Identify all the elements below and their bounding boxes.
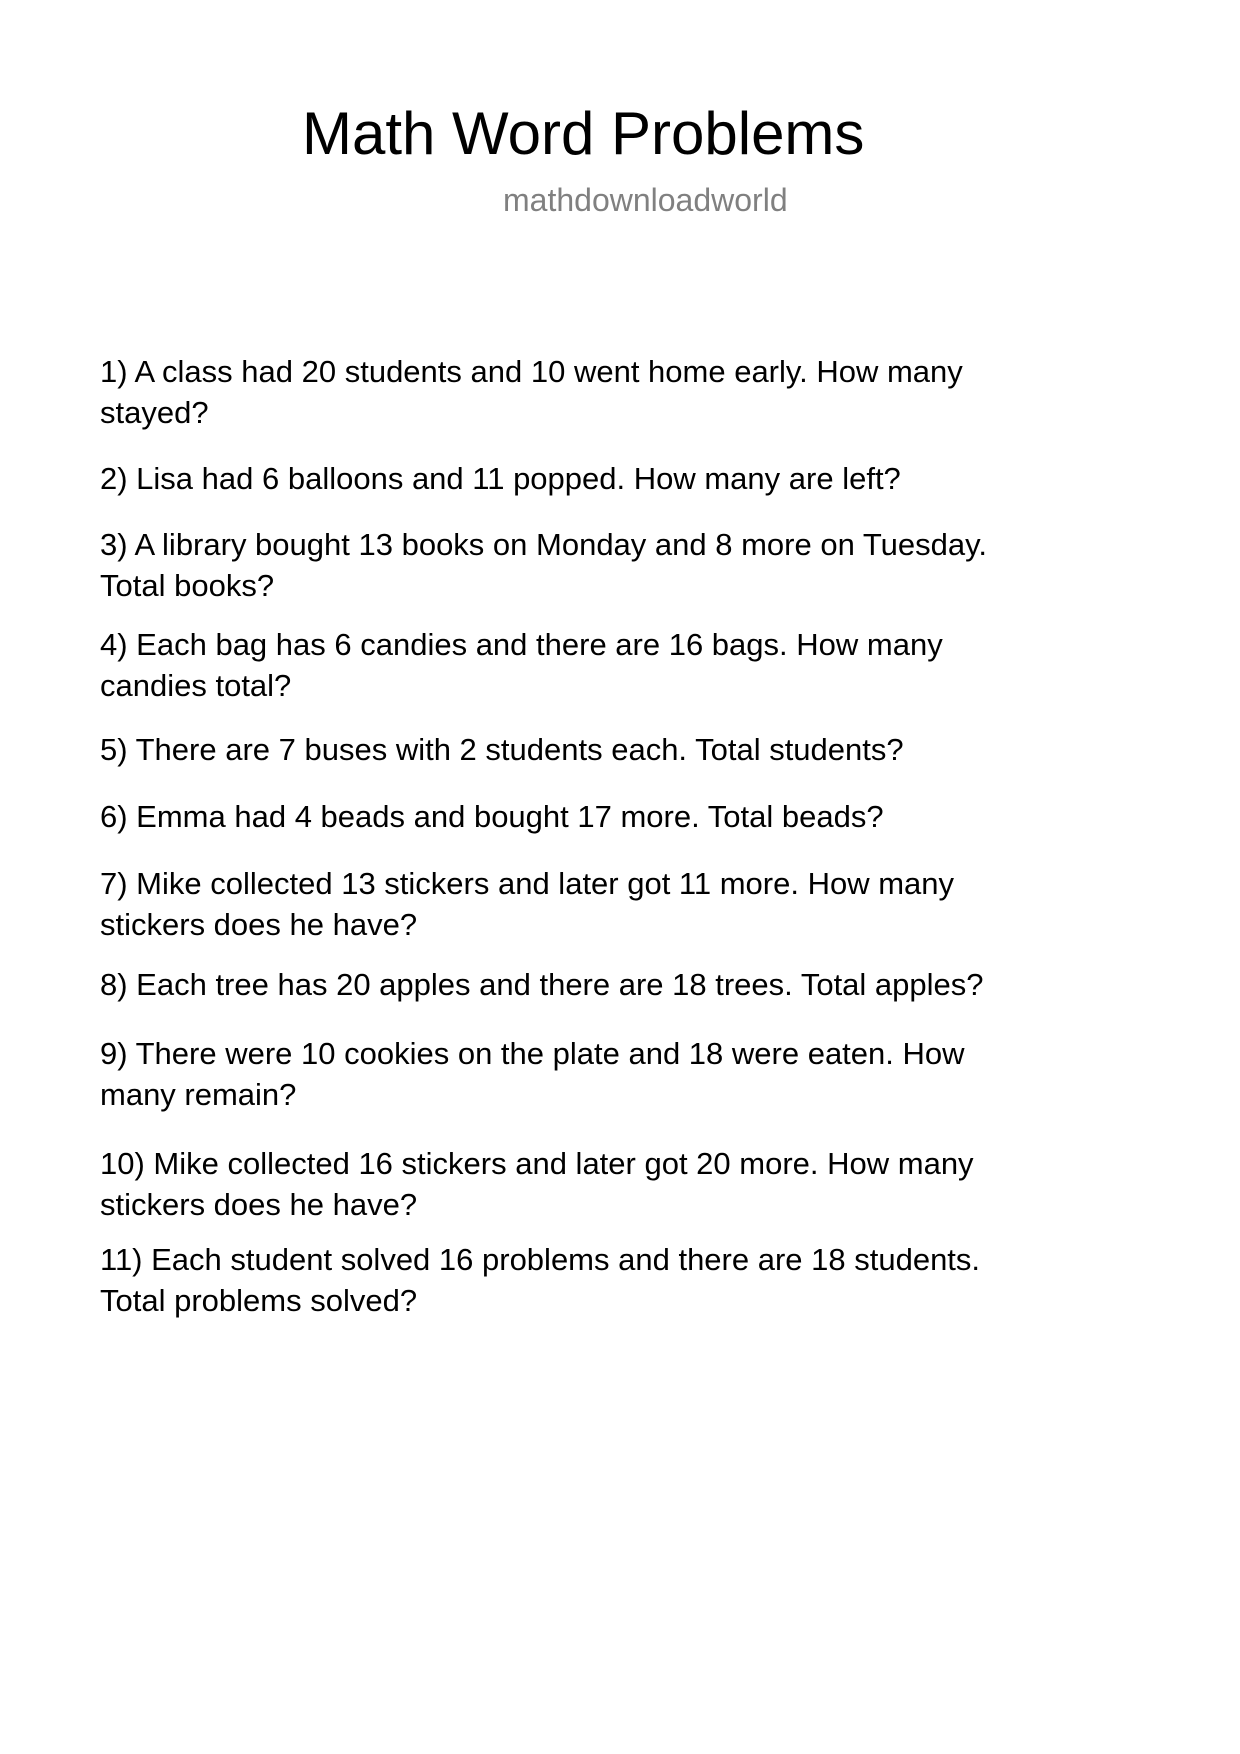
problem-line: many remain?	[100, 1077, 297, 1112]
problem-item-1	[100, 351, 1140, 433]
problem-line: stickers does he have?	[100, 1187, 418, 1222]
problem-line: Total problems solved?	[100, 1283, 418, 1318]
problem-line: 11) Each student solved 16 problems and there are 18 students.	[100, 1242, 981, 1277]
problem-item-3	[100, 524, 1140, 606]
page-title: Math Word Problems	[302, 100, 865, 167]
problem-line: 10) Mike collected 16 stickers and later got 20 more. How many	[100, 1146, 974, 1181]
problem-line: 5) There are 7 buses with 2 students each. Total students?	[100, 732, 904, 767]
problem-item-4	[100, 624, 1140, 706]
problem-line: 4) Each bag has 6 candies and there are 16 bags. How many	[100, 627, 943, 662]
problem-item-10	[100, 1143, 1140, 1225]
problem-line: 2) Lisa had 6 balloons and 11 popped. How many are left?	[100, 461, 901, 496]
problem-line: 1) A class had 20 students and 10 went home early. How many	[100, 354, 963, 389]
problem-item-9	[100, 1033, 1140, 1115]
problem-line: 3) A library bought 13 books on Monday and 8 more on Tuesday.	[100, 527, 987, 562]
problem-item-7	[100, 863, 1140, 945]
problem-line: 9) There were 10 cookies on the plate and 18 were eaten. How	[100, 1036, 965, 1071]
problem-line: 7) Mike collected 13 stickers and later got 11 more. How many	[100, 866, 955, 901]
problem-line: stickers does he have?	[100, 907, 418, 942]
problem-item-8	[100, 964, 1140, 1005]
problem-line: candies total?	[100, 668, 292, 703]
problem-line: Total books?	[100, 568, 275, 603]
problem-item-5	[100, 729, 1140, 770]
problem-item-6	[100, 796, 1140, 837]
page-subtitle: mathdownloadworld	[503, 182, 788, 218]
problem-item-11	[100, 1239, 1140, 1321]
problem-line: stayed?	[100, 395, 209, 430]
problem-line: 8) Each tree has 20 apples and there are 18 trees. Total apples?	[100, 967, 984, 1002]
problem-item-2	[100, 458, 1140, 499]
problem-line: 6) Emma had 4 beads and bought 17 more. Total beads?	[100, 799, 884, 834]
